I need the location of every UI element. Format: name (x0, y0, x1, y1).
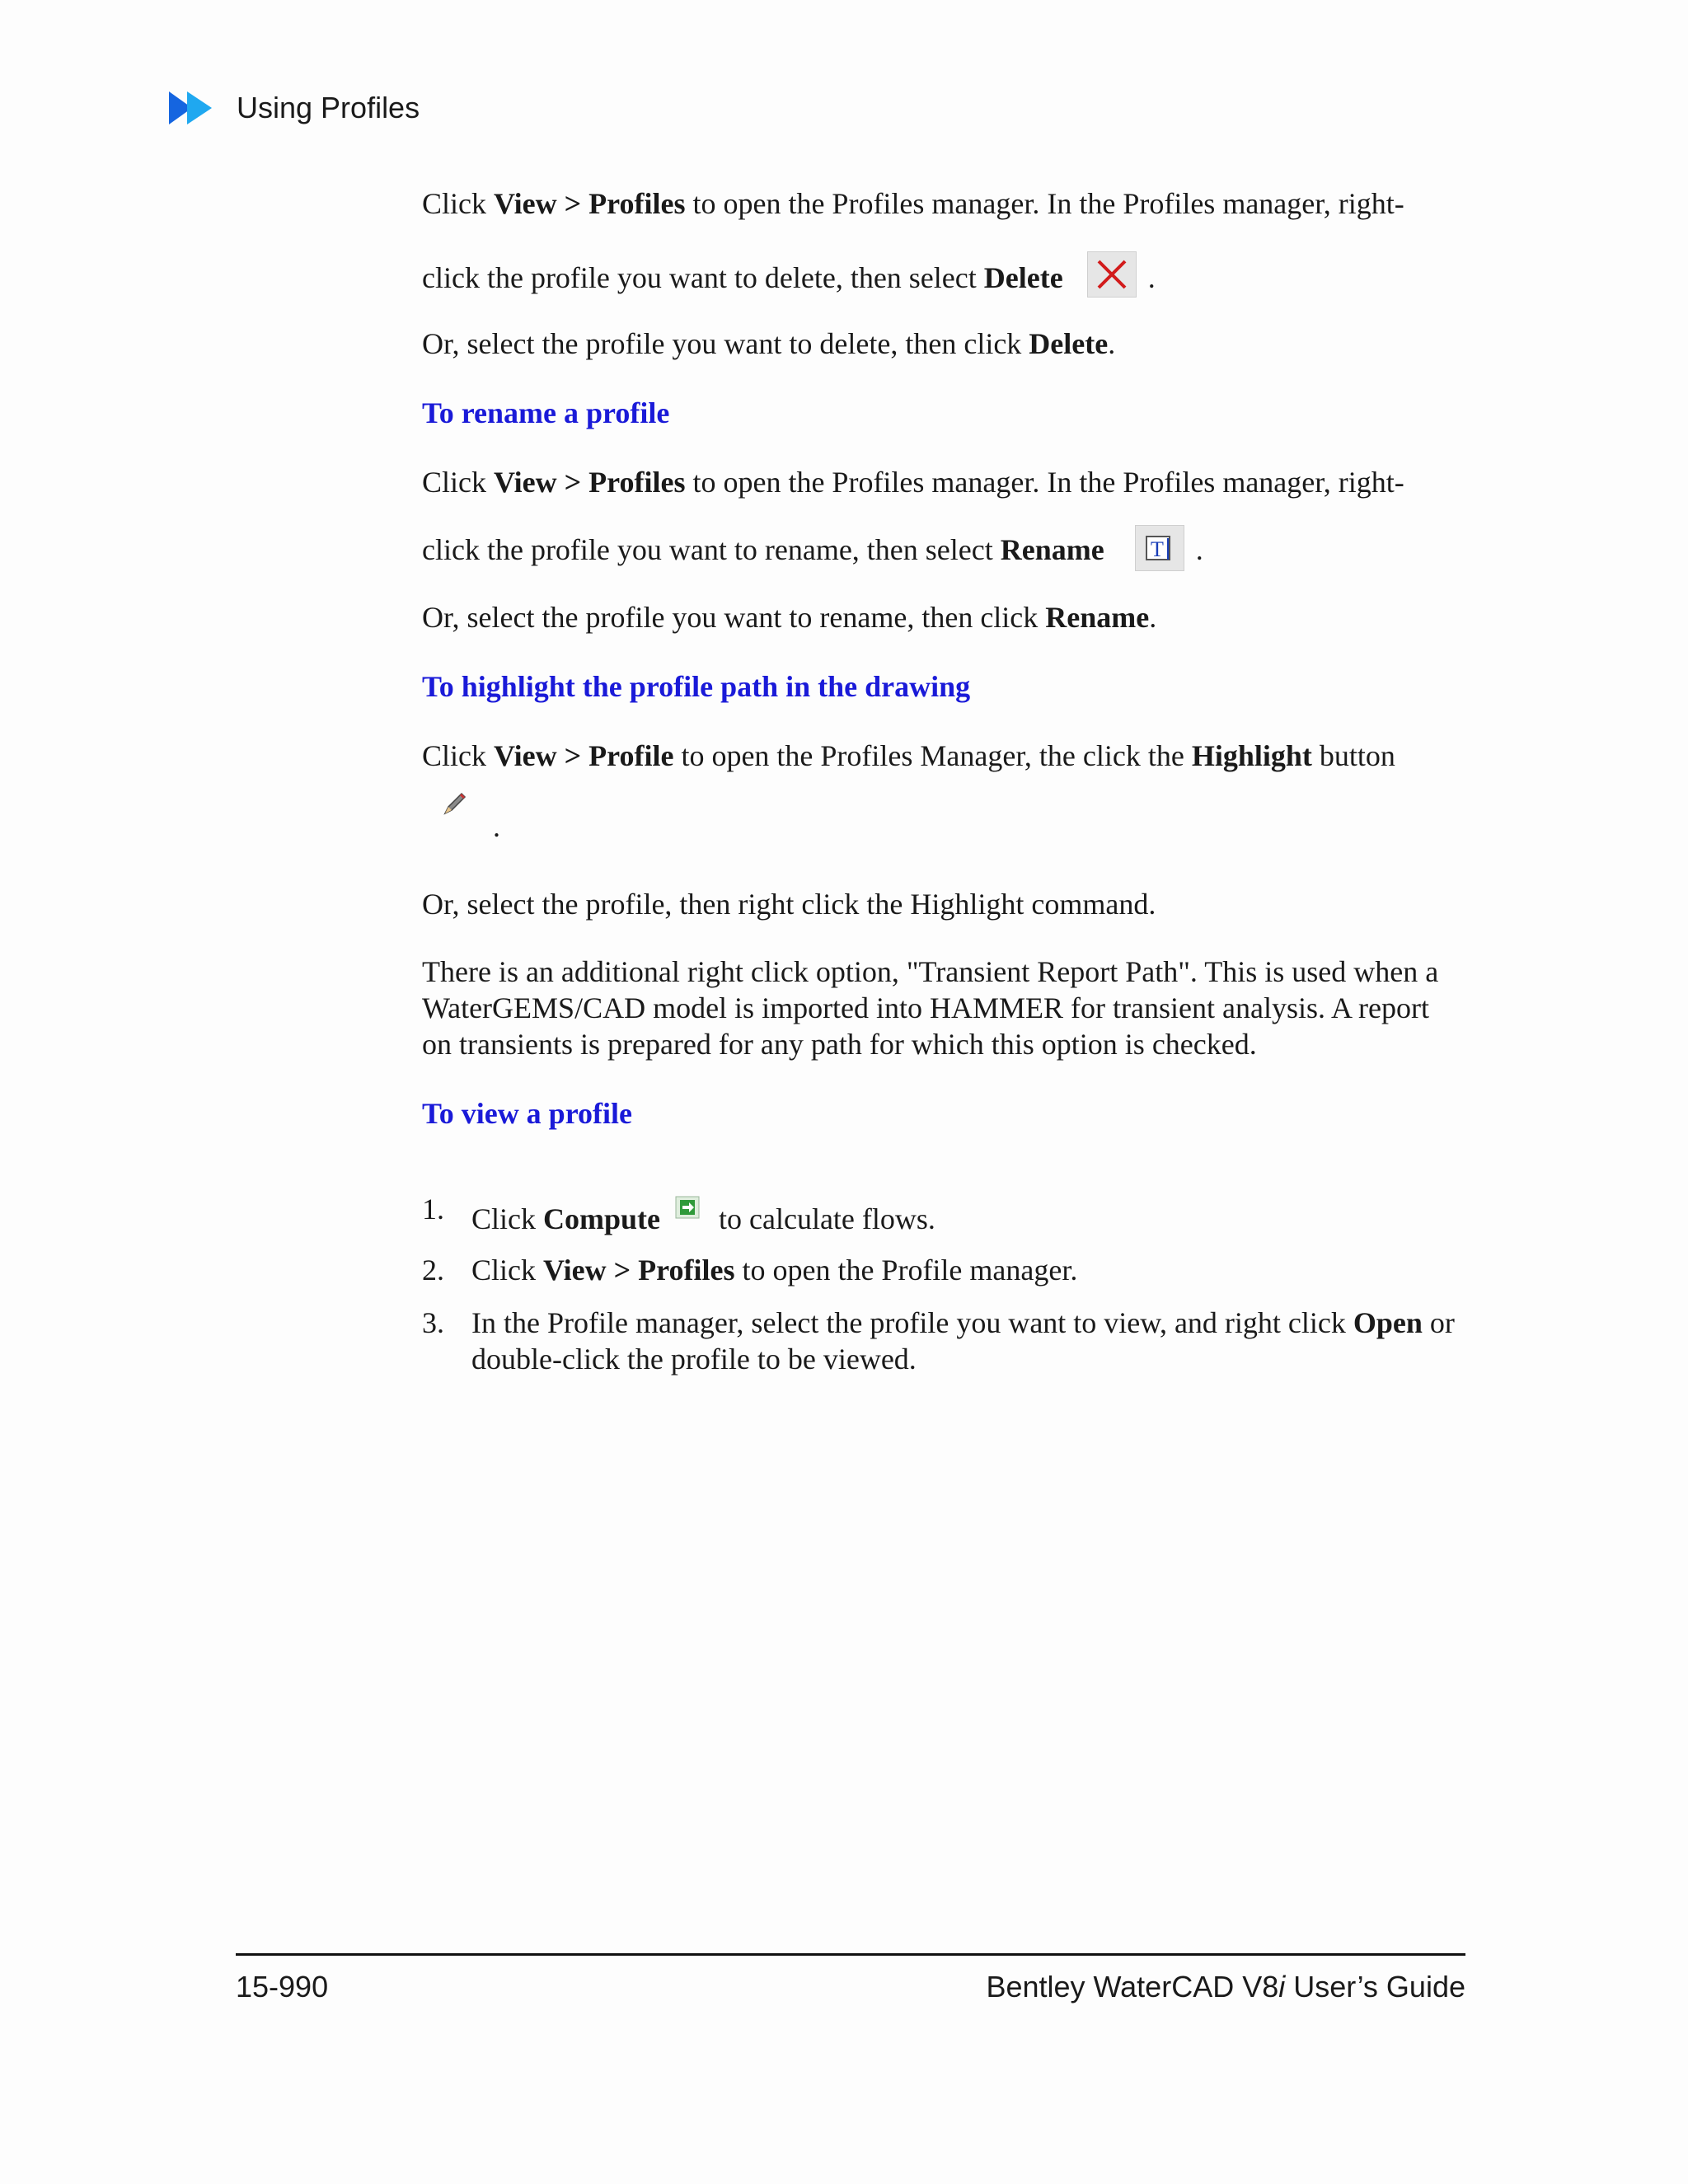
svg-text:T: T (1150, 537, 1164, 561)
delete-x-icon (1087, 251, 1137, 298)
list-item: 3. In the Profile manager, select the profile you want to view, and right click Open or double-click the profile to be viewed. (422, 1306, 1455, 1376)
page-number: 15-990 (236, 1970, 329, 2004)
rename-instruction-line2: click the profile you want to rename, then select Rename T . (422, 525, 1465, 571)
page-content (422, 185, 1465, 1377)
highlight-pencil-icon (440, 790, 468, 827)
compute-arrow-icon (675, 1191, 700, 1227)
list-item: 1. Click Compute to calculate flows. (422, 1193, 935, 1235)
delete-instruction-line1: Click View > Profiles to open the Profiles manager. In the Profiles manager, right- (422, 187, 1404, 220)
header-title: Using Profiles (237, 91, 420, 124)
rename-instruction-line1: Click View > Profiles to open the Profiles manager. In the Profiles manager, right- (422, 466, 1404, 499)
highlight-alt-instruction: Or, select the profile, then right click the Highlight command. (422, 888, 1156, 921)
view-heading: To view a profile (422, 1097, 633, 1130)
delete-alt-instruction: Or, select the profile you want to delete, then click Delete. (422, 327, 1116, 360)
rename-alt-instruction: Or, select the profile you want to rename, then click Rename. (422, 601, 1157, 634)
view-steps-list (422, 1191, 1465, 1377)
double-arrow-icon (169, 90, 222, 126)
rename-text-icon (1135, 525, 1184, 571)
rename-heading: To rename a profile (422, 396, 670, 429)
delete-instruction-line2: click the profile you want to delete, then select Delete . (422, 251, 1465, 298)
highlight-icon-line: . (422, 790, 1465, 840)
highlight-instruction: Click View > Profile to open the Profiles Manager, the click the Highlight button (422, 739, 1395, 772)
transient-report-paragraph: There is an additional right click option, "Transient Report Path". This is used when a WaterGEMS/CAD model is imported into HAMMER for transient analysis. A report on transients is prepared for any path for which this option is checked. (422, 955, 1439, 1061)
running-header (169, 87, 420, 129)
highlight-heading: To highlight the profile path in the drawing (422, 670, 971, 703)
footer-divider (236, 1953, 1465, 1956)
list-item: 2. Click View > Profiles to open the Profile manager. (422, 1254, 1078, 1286)
guide-title: Bentley WaterCAD V8i User’s Guide (986, 1970, 1465, 2004)
